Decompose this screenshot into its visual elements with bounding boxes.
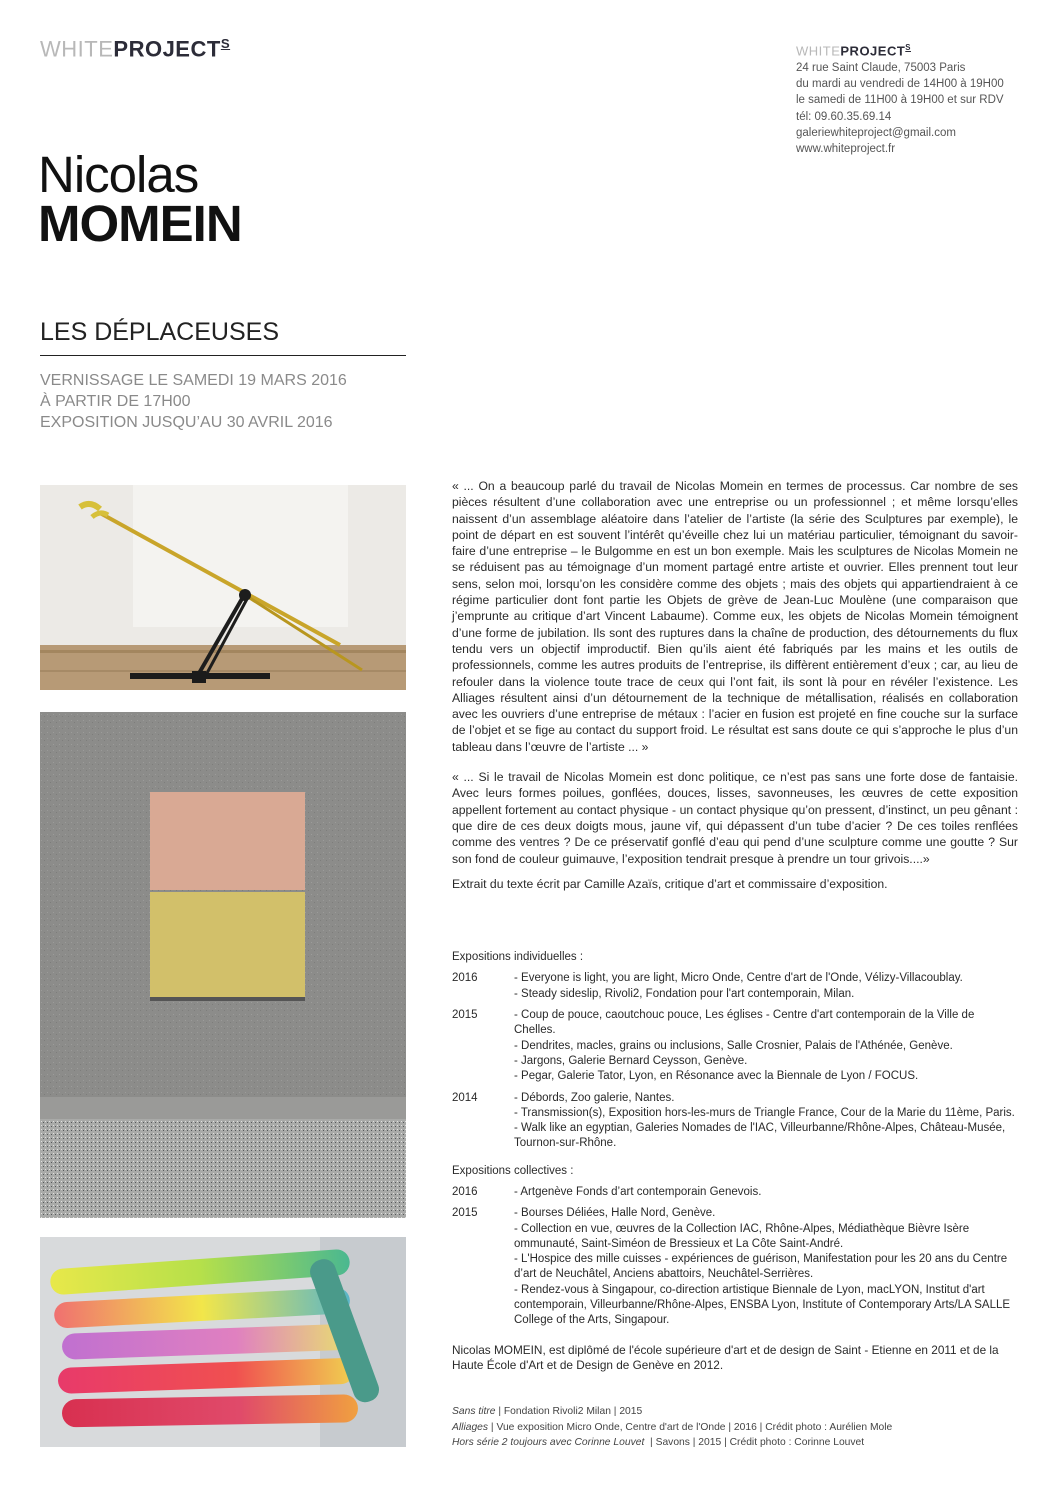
divider [40, 355, 406, 356]
exhibition-item: - Jargons, Galerie Bernard Ceysson, Genève. [514, 1054, 748, 1067]
exhibition-item: - Bourses Déliées, Halle Nord, Genève. [514, 1207, 716, 1220]
quote-paragraph-2: « ... Si le travail de Nicolas Momein est donc politique, ce n’est pas sans une forte dose de fantaisie. Avec leurs formes poilues, gonflées, douces, lisses, savonneuses, les œuvres de cette exposition appellent fortement au contact physique - un contact physique qu’on pressent, d’instinct, un peu gênant : que dire de ces deux doigts mous, jaune vif, qui dépassent d’un tube d’acier ? De ces toiles renflées comme des ventres ? De ce préservatif gonflé d’eau qui pend d’une sculpture comme une goutte ? Sur son fond de couleur guimauve, l’exposition tendrait presque à prendre un tour grivois....» [452, 770, 1018, 866]
artwork-photo-savons [40, 1237, 406, 1447]
exhibition-item: - Collection en vue, œuvres de la Collection IAC, Rhône-Alpes, Médiathèque Bièvre Isère ommunauté, Saint-Siméon de Bressieux et La Côte Saint-André. [514, 1222, 970, 1250]
artist-name: Nicolas MOMEIN [38, 146, 242, 252]
photo-captions [452, 1404, 892, 1451]
exhibition-dates: VERNISSAGE LE SAMEDI 19 MARS 2016 À PARTIR DE 17H00 EXPOSITION JUSQU’AU 30 AVRIL 2016 [40, 372, 347, 431]
solo-exhibitions [452, 950, 1018, 1152]
hours-week: du mardi au vendredi de 14H00 à 19H00 [796, 77, 1004, 90]
exhibition-item: - L'Hospice des mille cuisses - expériences de guérison, Manifestation pour les 20 ans du Centre d’art de Neuchâtel, Anciens abattoirs, Neuchâtel-Serrières. [514, 1253, 1008, 1281]
exhibition-title: LES DÉPLACEUSES [40, 318, 279, 346]
exhibition-year-group: 2015 - Bourses Déliées, Halle Nord, Genève. - Collection en vue, œuvres de la Collection IAC, Rhône-Alpes, Médiathèque Bièvre Isère ommunauté, Saint-Siméon de Bressieux et La Côte Saint-André. - L'Hospice des mille cuisses - expériences de guérison, Manifestation pour les 20 ans du Centre d’art de Neuchâtel, Anciens abattoirs, Neuchâtel-Serrières. - Rendez-vous à Singapour, co-direction artistique Biennale de Lyon, macLYON, Institut d'art contemporain, Villeurbanne/Rhône-Alpes, ENSBA Lyon, Institute of Contemporary Arts/LA SALLE College of the Arts, Singapour. [452, 1206, 1018, 1328]
group-exhibitions-title: Expositions collectives : [452, 1164, 574, 1177]
gallery-contact [796, 40, 1004, 157]
gallery-logo: $WHITEPROJECT^S$ [40, 36, 231, 62]
exhibition-item: - Transmission(s), Exposition hors-les-murs de Triangle France, Cour de la Marie du 11ème, Paris. [514, 1106, 1015, 1119]
exhibition-item: - Everyone is light, you are light, Micro Onde, Centre d'art de l'Onde, Vélizy-Villacoublay. [514, 972, 963, 985]
exhibition-year-group: 2014 - Débords, Zoo galerie, Nantes. - Transmission(s), Exposition hors-les-murs de Triangle France, Cour de la Marie du 11ème, Paris. - Walk like an egyptian, Galeries Nomades de l'IAC, Villeurbanne/Rhône-Alpes, Château-Musée, Tournon-sur-Rhône. [452, 1091, 1018, 1152]
email-link[interactable]: galeriewhiteproject@gmail.com [796, 126, 956, 139]
quote-credit: Extrait du texte écrit par Camille Azaïs, critique d’art et commissaire d’exposition. [452, 876, 888, 891]
artwork-photo-alliages [40, 712, 406, 1218]
exhibition-item: - Rendez-vous à Singapour, co-direction artistique Biennale de Lyon, macLYON, Institut d'art contemporain, Villeurbanne/Rhône-Alpes, ENSBA Lyon, Institute of Contemporary Arts/LA SALLE College of the Arts, Singapour. [514, 1283, 1011, 1327]
exhibition-item: - Walk like an egyptian, Galeries Nomades de l'IAC, Villeurbanne/Rhône-Alpes, Château-Musée, Tournon-sur-Rhône. [514, 1122, 1006, 1150]
exhibition-item: - Dendrites, macles, grains ou inclusions, Salle Crosnier, Palais de l'Athénée, Genève. [514, 1039, 953, 1052]
hours-saturday: le samedi de 11H00 à 19H00 et sur RDV [796, 94, 1004, 107]
exhibition-year-group: 2016 - Artgenève Fonds d’art contemporain Genevois. [452, 1185, 1018, 1200]
contact-logo: $WHITEPROJECT^S$ [796, 43, 911, 59]
website-link[interactable]: www.whiteproject.fr [796, 143, 896, 156]
exhibition-item: - Steady sideslip, Rivoli2, Fondation pour l'art contemporain, Milan. [514, 987, 855, 1000]
artist-bio: Nicolas MOMEIN, est diplômé de l'école supérieure d'art et de design de Saint - Etienne en 2011 et de la Haute École d'Art et de Design de Genève en 2012. [452, 1342, 999, 1373]
address: 24 rue Saint Claude, 75003 Paris [796, 61, 966, 74]
caption: Hors série 2 toujours avec Corinne Louvet | Savons | 2015 | Crédit photo : Corinne Louvet [452, 1437, 865, 1448]
exhibition-item: - Pegar, Galerie Tator, Lyon, en Résonance avec la Biennale de Lyon / FOCUS. [514, 1070, 919, 1083]
exhibition-item: - Coup de pouce, caoutchouc pouce, Les églises - Centre d'art contemporain de la Ville de Chelles. [514, 1009, 975, 1037]
solo-exhibitions-title: Expositions individuelles : [452, 951, 584, 964]
exhibition-year-group: 2016 - Everyone is light, you are light, Micro Onde, Centre d'art de l'Onde, Vélizy-Villacoublay. - Steady sideslip, Rivoli2, Fondation pour l'art contemporain, Milan. [452, 971, 1018, 1002]
main-text [452, 478, 1018, 1374]
quote-paragraph-1: « ... On a beaucoup parlé du travail de Nicolas Momein en termes de processus. Car nombre de ses pièces résultent d’une collaboration avec une entreprise ou un professionnel ; et même lorsqu’elles naissent d’un assemblage aléatoire dans l’atelier de l’artiste (la série des Sculptures par exemple), le point de départ en est souvent l’intérêt qu’éveille chez lui un matériau particulier, témoignant du savoir-faire d’une entreprise – le Bulgomme en est un bon exemple. Mais les sculptures de Nicolas Momein ne se réduisent pas au témoignage d’un moment partagé entre artiste et ouvrier. Elles prennent tout leur sens, selon moi, lorsqu’on les considère comme des objets ; mais des objets qui appartiendraient à ce régime particulier dont font partie les Objets de grève de Jean-Luc Moulène (une comparaison que j’emprunte au critique d’art Vincent Labaume). Comme eux, les objets de Nicolas Momein témoignent d’une forme de jubilation. Ils sont des ruptures dans la chaîne de production, des détournements du flux tendu vers un objectif improductif. Bien qu’ils aient été fabriqués par les mains et les outils de professionnels, comme les autres produits de l’entreprise, ils diffèrent entièrement d’eux ; car, au lieu de refouler dans la violence toute trace de ceux qui l’ont fait, ils sont là pour en révéler l’existence. Les Alliages résultent ainsi d’un détournement de la technique de métallisation, réalisés en collaboration avec les ouvriers d’une entreprise de métaux : l’acier en fusion est projeté en fine couche sur la surface de l’objet et se fige au contact du support froid. Le résultat est sans doute ce qui s’approche le plus d’un tableau dans l’œuvre de l’artiste ... » [452, 479, 1018, 754]
exhibition-item: - Artgenève Fonds d’art contemporain Genevois. [514, 1185, 762, 1198]
artwork-photo-sans-titre [40, 485, 406, 690]
caption: Alliages | Vue exposition Micro Onde, Centre d'art de l'Onde | 2016 | Crédit photo : Aurélien Mole [452, 1421, 893, 1433]
phone: tél: 09.60.35.69.14 [796, 110, 892, 123]
group-exhibitions [452, 1164, 1018, 1329]
caption: Sans titre | Fondation Rivoli2 Milan | 2015 [452, 1406, 643, 1417]
exhibition-year-group: 2015 - Coup de pouce, caoutchouc pouce, Les églises - Centre d'art contemporain de la Ville de Chelles. - Dendrites, macles, grains ou inclusions, Salle Crosnier, Palais de l'Athénée, Genève. - Jargons, Galerie Bernard Ceysson, Genève. - Pegar, Galerie Tator, Lyon, en Résonance avec la Biennale de Lyon / FOCUS. [452, 1008, 1018, 1084]
exhibition-item: - Débords, Zoo galerie, Nantes. [514, 1091, 675, 1104]
